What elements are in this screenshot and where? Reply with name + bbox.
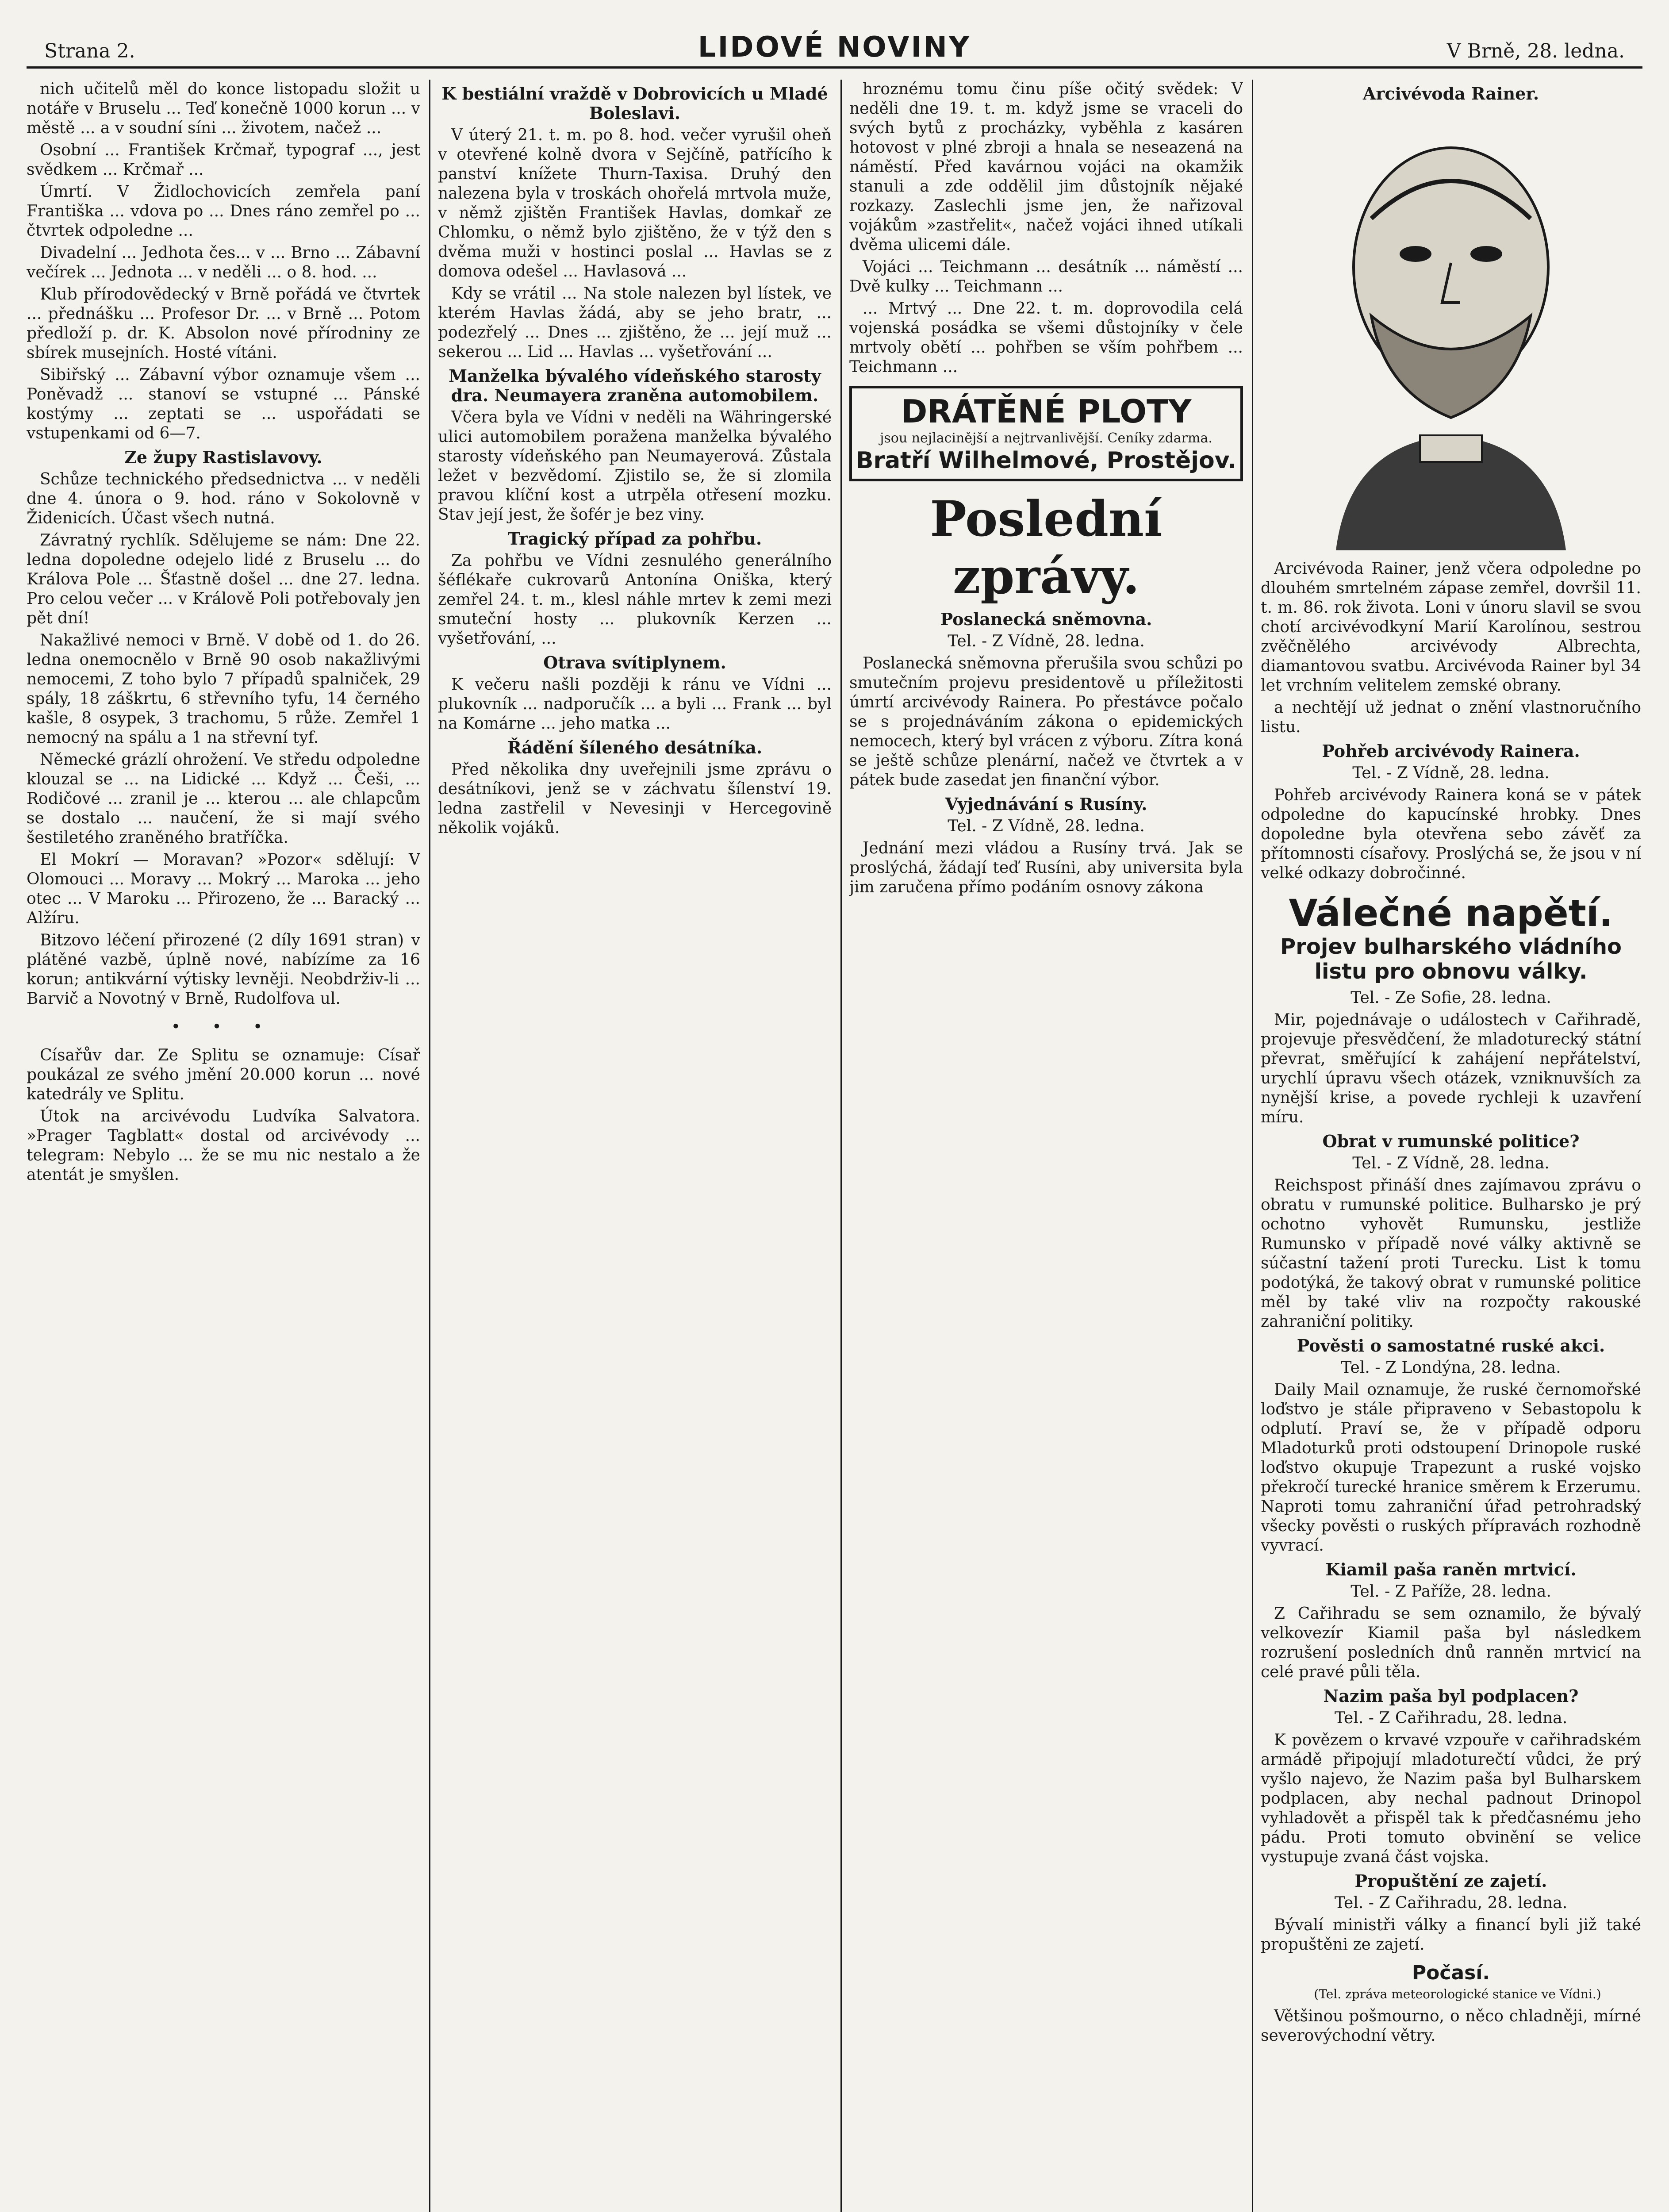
ad-title: DRÁTĚNÉ PLOTY [901,393,1192,430]
article-text: Pohřeb arcivévody Rainera koná se v pátek odpoledne do kapucínské hrobky. Dnes dopoledne byla otevřena sebo závěť za přítomnosti císařovy. Proslýchá se, že jsou v ní velké odkazy dobročinné. [1261,786,1641,882]
weather-source: (Tel. zpráva meteorologické stanice ve Vídni.) [1314,1987,1601,2001]
article-text: Poslanecká sněmovna přerušila svou schůzi po smutečním projevu presidentově u příležitosti úmrtí arcivévody Rainera. Po přestávce počalo se s projednáváním zákona o epidemických nemocech, který byl vrácen z výboru. Zítra koná se ještě schůze plenární, načež ve čtvrtek a v pátek bude zasedat jen finanční výbor. [849,654,1243,789]
dateline: V Brně, 28. ledna. [1446,40,1625,62]
article-text: Německé grázlí ohrožení. Ve středu odpoledne klouzal se ... na Lidické ... Když ... Češi, ... Rodičové ... zranil je ... kterou ... ale chlapcům se dostalo ... naučení, že si mají svého šestiletého zraněného bratříčka. [27,751,420,847]
article-dateline: Tel. - Ze Sofie, 28. ledna. [1351,989,1551,1007]
article-heading: Tragický případ za pohřbu. [507,529,762,549]
portrait-illustration [1270,108,1632,550]
column-rule [1252,80,1253,2212]
article-dateline: Tel. - Z Cařihradu, 28. ledna. [1334,1894,1568,1912]
column-3 [849,80,1243,2212]
ad-company: Bratří Wilhelmové, Prostějov. [856,447,1237,474]
article-text: Daily Mail oznamuje, že ruské černomořské loďstvo je stále připraveno v Sebastopolu k odplutí. Praví se, že v případě odporu Mladoturků proti odstoupení Drinopole ruské loďstvo okupuje Trapezunt a ruské vojsko překročí turecké hranice směrem k Erzerumu. Naproti tomu zahraniční úřad petrohradský všecky pověsti o ruských přípravách rozhodně vyvrací. [1261,1381,1641,1555]
article-text: Nakažlivé nemoci v Brně. V době od 1. do 26. ledna onemocnělo v Brně 90 osob nakažlivými nemocemi, Z toho bylo 7 případů spalniček, 29 spály, 18 záškrtu, 6 střevního tyfu, 14 černého kašle, 8 osypek, 3 trachomu, 5 růže. Zemřel 1 nemocný na spálu a 1 na střevní tyf. [27,631,420,747]
weather-heading: Počasí. [1412,1962,1490,1984]
ad-line: jsou nejlacinější a nejtrvanlivější. Ceníky zdarma. [880,430,1212,446]
page-label: Strana 2. [44,40,135,62]
weather-text: Většinou pošmourno, o něco chladněji, mírné severovýchodní větry. [1261,2007,1641,2045]
article-heading: K bestiální vraždě v Dobrovicích u Mladé Boleslavi. [441,84,828,123]
article-text: Osobní ... František Krčmař, typograf ..., jest svědkem ... Krčmař ... [27,141,420,179]
article-heading: Nazim paša byl podplacen? [1323,1686,1579,1706]
article-text: Reichspost přináší dnes zajímavou zprávu o obratu v rumunské politice. Bulharsko je prý ochotno vyhovět Rumunsku, jestliže Rumunsko v případě nové války aktivně se súčastní tažení proti Turecku. List k tomu podotýká, že takový obrat v rumunské politice měl by také vliv na rozpočty rakouské zahraniční politiky. [1261,1176,1641,1331]
article-dateline: Tel. - Z Londýna, 28. ledna. [1341,1359,1561,1377]
section-heading: Poslední zprávy. [930,490,1163,605]
article-heading: Pohřeb arcivévody Rainera. [1322,741,1580,761]
article-text: Bývalí ministři války a financí byli již také propuštěni ze zajetí. [1261,1916,1641,1954]
article-dateline: Tel. - Z Cařihradu, 28. ledna. [1334,1709,1568,1727]
article-dateline: Tel. - Z Paříže, 28. ledna. [1351,1582,1551,1601]
article-text: Včera byla ve Vídni v neděli na Währingerské ulici automobilem poražena manželka bývalého starosty vídeňského pan Neumayerová. Zůstala ležet v bezvědomí. Zjistilo se, že si zlomila pravou klíční kost a utrpěla otřesení mozku. Stav její jest, že šofér je bez viny. [438,408,832,524]
article-text: K večeru našli později k ránu ve Vídni ... plukovník ... nadporučík ... a byli ... Frank ... byl na Komárne ... jeho matka ... [438,676,832,733]
article-dateline: Tel. - Z Vídně, 28. ledna. [1352,764,1550,782]
article-heading: Pověsti o samostatné ruské akci. [1297,1336,1605,1356]
article-heading: Propuštění ze zajetí. [1354,1871,1547,1891]
newspaper-title: LIDOVÉ NOVINY [698,31,971,64]
advertisement-box [849,386,1243,481]
article-heading: Vyjednávání s Rusíny. [945,794,1147,814]
article-text: Závratný rychlík. Sdělujeme se nám: Dne 22. ledna dopoledne odejelo lidé z Bruselu ... do Králova Pole ... Šťastně došel ... dne 27. ledna. Pro celou večer ... v Králově Poli potřebovaly jen pět dní! [27,531,420,627]
article-text: Císařův dar. Ze Splitu se oznamuje: Císař poukázal ze svého jmění 20.000 korun ... nové katedrály ve Splitu. [27,1046,420,1103]
article-text: Sibiřský ... Zábavní výbor oznamuje všem ... Poněvadž ... stanoví se vstupné ... Pánské kostýmy ... zeptati se ... uspořádati se vstupenkami od 6—7. [27,366,420,442]
article-text: Vojáci ... Teichmann ... desátník ... náměstí ... Dvě kulky ... Teichmann ... [849,258,1243,296]
article-text: Arcivévoda Rainer, jenž včera odpoledne po dlouhém smrtelném zápase zemřel, dovršil 11. t. m. 86. rok života. Loni v únoru slavil se svou chotí arcivévodkyní Marií Karolínou, sestrou zvěčnělého arcivévody Albrechta, diamantovou svatbu. Arcivévoda Rainer byl 34 let vrchním velitelem zemské obrany. [1261,560,1641,695]
article-text: a nechtějí už jednat o znění vlastnoručního listu. [1261,699,1641,736]
article-text: Jednání mezi vládou a Rusíny trvá. Jak se proslýchá, žádají teď Rusíni, aby universita byla jim zaručena přímo podáním osnovy zákona [849,839,1243,896]
article-text: Kdy se vrátil ... Na stole nalezen byl lístek, ve kterém Havlas žádá, aby se jeho bratr, ... podezřelý ... Dnes ... zjištěno, že ... její muž ... sekerou ... Lid ... Havlas ... vyšetřování ... [438,284,832,361]
article-text: Úmrtí. V Židlochovicích zemřela paní Františka ... vdova po ... Dnes ráno zemřel po ... čtvrtek odpoledne ... [27,183,420,240]
article-text: El Mokrí — Moravan? »Pozor« sdělují: V Olomouci ... Moravy ... Mokrý ... Maroka ... jeho otec ... V Maroku ... Přirozeno, že ... Baracký ... Alžíru. [27,851,420,927]
column-rule [840,80,842,2212]
article-text: Mir, pojednávaje o událostech v Cařihradě, projevuje přesvědčení, že mladoturecký státní převrat, směřující k zahájení nepřátelství, urychlí úpravu všech otázek, vzniknuvších za nynější krise, a povede rychleji k uzavření míru. [1261,1011,1641,1126]
article-dateline: Tel. - Z Vídně, 28. ledna. [948,632,1145,650]
article-heading: Řádění šíleného desátníka. [507,737,763,757]
article-text: ... Mrtvý ... Dne 22. t. m. doprovodila celá vojenská posádka se všemi důstojníky v čele mrtvoly obětí ... pohřben se vším pohřbem ... Teichmann ... [849,300,1243,376]
article-text: Za pohřbu ve Vídni zesnulého generálního šéflékaře cukrovarů Antonína Oniška, který zemřel 24. t. m., klesl náhle mrtev k zemi mezi smuteční hosty ... plukovník Kerzen ... vyšetřování, ... [438,552,832,648]
article-heading: Obrat v rumunské politice? [1322,1131,1580,1151]
masthead [27,27,1642,69]
article-text: hroznému tomu činu píše očitý svědek: V neděli dne 19. t. m. když jsme se vraceli do svých bytů z procházky, vyběhla z kasáren hotovost v plné zbroji a hnala se neseazená na náměstí. Před kavárnou vojáci na okamžik stanuli a zde oddělil jim důstojník nějaké rozkazy. Zaslechli jsme jen, že nařizoval vojákům »zastřelit«, načež vojáci ihned utíkali dvěma ulicemi dále. [849,80,1243,254]
column-4 [1261,80,1641,2212]
section-subheading: Projev bulharského vládního listu pro obnovu války. [1280,934,1622,984]
article-dateline: Tel. - Z Vídně, 28. ledna. [948,817,1145,835]
article-text: V úterý 21. t. m. po 8. hod. večer vyrušil oheň v otevřené kolně dvora v Sejčíně, patřícího k panství knížete Thurn-Taxisa. Druhý den nalezena byla v troskách ohořelá mrtvola muže, v němž zjištěn František Havlas, domkař ze Chlomku, o němž bylo zjištěno, že v týž den s dvěma muži v hostinci poslal ... Havlas se z domova odešel ... Havlasová ... [438,126,832,280]
column-rule [429,80,430,2212]
article-heading: Kiamil paša raněn mrtvicí. [1325,1559,1577,1579]
article-text: Klub přírodovědecký v Brně pořádá ve čtvrtek ... přednášku ... Profesor Dr. ... v Brně ... Potom předloží p. dr. K. Absolon nové přírodniny ze sbírek musejních. Hosté vítáni. [27,285,420,362]
article-text: Divadelní ... Jedhota čes... v ... Brno ... Zábavní večírek ... Jednota ... v neděli ... o 8. hod. ... [27,244,420,281]
article-text: Před několika dny uveřejnili jsme zprávu o desátníkovi, jenž se v záchvatu šílenství 19. ledna zastřelil v Nevesinji v Hercegovině několik vojáků. [438,760,832,837]
newspaper-page [27,27,1642,2212]
article-text: Bitzovo léčení přirozené (2 díly 1691 stran) v plátěné vazbě, úplně nové, nabízíme za 16 korun; antikvární výtisky levněji. Neobdrživ-li ... Barvič a Novotný v Brně, Rudolfova ul. [27,931,420,1008]
article-text: Z Cařihradu se sem oznamilo, že bývalý velkovezír Kiamil paša byl následkem rozrušení posledních dnů ranněn mrtvicí na celé pravé půli těla. [1261,1605,1641,1681]
column-1 [27,80,420,2212]
article-heading: Poslanecká sněmovna. [940,609,1152,629]
section-divider: • • • [171,1018,276,1036]
section-heading: Válečné napětí. [1289,891,1613,935]
article-text: Útok na arcivévodu Ludvíka Salvatora. »Prager Tagblatt« dostal od arcivévody ... telegram: Nebylo ... že se mu nic nestalo a že atentát je smyšlen. [27,1107,420,1184]
article-heading: Manželka bývalého vídeňského starosty dra. Neumayera zraněna automobilem. [449,366,821,405]
article-dateline: Tel. - Z Vídně, 28. ledna. [1352,1154,1550,1172]
column-2 [438,80,832,2212]
article-heading: Otrava svítiplynem. [543,653,726,672]
article-text: Schůze technického předsednictva ... v neděli dne 4. února o 9. hod. ráno v Sokolovně v Židenicích. Účast všech nutná. [27,470,420,527]
article-text: K povězem o krvavé vzpouře v cařihradském armádě připojují mladoturečtí vůdci, že prý vyšlo najevo, že Nazim paša byl Bulharskem podplacen, aby nechal padnout Drinopol vyhladovět a přispěl tak k předčasnému jeho pádu. Proti tomuto obvinění se velice vystupuje zvaná část vojska. [1261,1731,1641,1866]
article-heading: Ze župy Rastislavovy. [124,447,322,467]
article-text: nich učitelů měl do konce listopadu složit u notáře v Bruselu ... Teď konečně 1000 korun ... v městě ... a v soudní síni ... životem, načež ... [27,80,420,137]
portrait-caption: Arcivévoda Rainer. [1362,84,1539,104]
